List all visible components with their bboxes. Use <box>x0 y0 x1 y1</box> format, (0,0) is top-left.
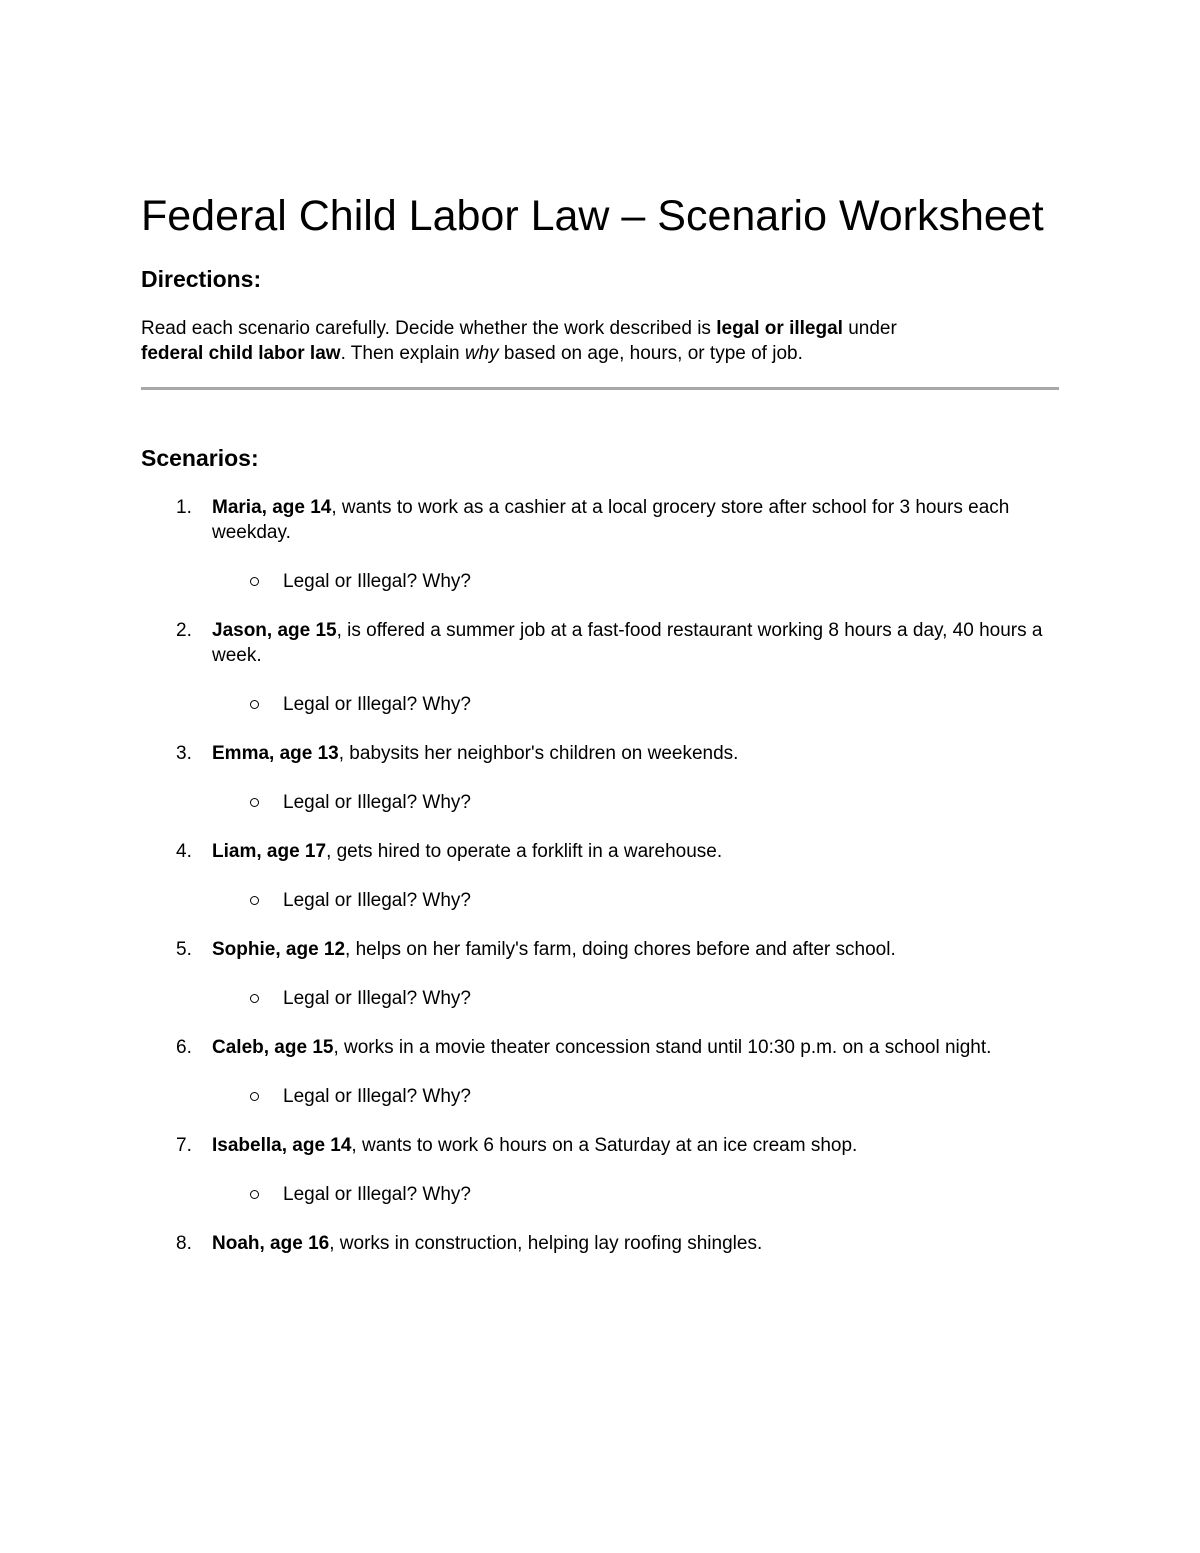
scenario-question <box>141 1084 1059 1109</box>
directions-text <box>141 316 1059 366</box>
scenario-list <box>141 495 1059 1256</box>
scenario-number: 7. <box>176 1135 192 1156</box>
question-text: Legal or Illegal? Why? <box>283 988 471 1009</box>
scenario-item <box>141 495 1059 594</box>
circle-bullet-icon <box>250 798 259 807</box>
question-text: Legal or Illegal? Why? <box>283 792 471 813</box>
scenario-name: Emma, age 13 <box>212 743 339 764</box>
scenario-question <box>141 790 1059 815</box>
scenario-item <box>141 618 1059 717</box>
worksheet-page <box>141 190 1059 1256</box>
scenario-text: , helps on her family's farm, doing chores before and after school. <box>345 939 896 960</box>
scenario-text: , gets hired to operate a forklift in a warehouse. <box>326 841 723 862</box>
scenario-question <box>141 888 1059 913</box>
scenario-name: Isabella, age 14 <box>212 1135 352 1156</box>
directions-heading: Directions: <box>141 266 262 292</box>
scenario-text: , babysits her neighbor's children on weekends. <box>338 743 739 764</box>
scenario-name: Jason, age 15 <box>212 620 337 641</box>
circle-bullet-icon <box>250 700 259 709</box>
scenario-text: , is offered a summer job at a fast-food restaurant working 8 hours a day, 40 hours a week. <box>212 620 1043 666</box>
scenario-item <box>141 839 1059 913</box>
directions-bold-legal: legal or illegal <box>716 318 843 339</box>
scenario-number: 6. <box>176 1037 192 1058</box>
scenario-name: Maria, age 14 <box>212 497 332 518</box>
question-text: Legal or Illegal? Why? <box>283 694 471 715</box>
scenario-number: 1. <box>176 497 192 518</box>
scenario-item <box>141 1035 1059 1109</box>
scenario-item <box>141 937 1059 1011</box>
scenario-number: 2. <box>176 620 192 641</box>
question-text: Legal or Illegal? Why? <box>283 890 471 911</box>
scenario-item <box>141 741 1059 815</box>
scenario-number: 8. <box>176 1233 192 1254</box>
scenario-question <box>141 692 1059 717</box>
scenario-question <box>141 986 1059 1011</box>
scenario-name: Liam, age 17 <box>212 841 327 862</box>
circle-bullet-icon <box>250 577 259 586</box>
scenario-text: , wants to work 6 hours on a Saturday at an ice cream shop. <box>351 1135 858 1156</box>
scenario-number: 4. <box>176 841 192 862</box>
question-text: Legal or Illegal? Why? <box>283 571 471 592</box>
scenario-number: 3. <box>176 743 192 764</box>
directions-part4: based on age, hours, or type of job. <box>498 343 803 364</box>
directions-part2: under <box>842 318 897 339</box>
directions-part3: . Then explain <box>340 343 465 364</box>
directions-bold-law: federal child labor law <box>141 343 341 364</box>
scenarios-heading: Scenarios: <box>141 445 259 471</box>
scenario-number: 5. <box>176 939 192 960</box>
circle-bullet-icon <box>250 1190 259 1199</box>
directions-italic-why: why <box>464 343 499 364</box>
circle-bullet-icon <box>250 896 259 905</box>
question-text: Legal or Illegal? Why? <box>283 1086 471 1107</box>
circle-bullet-icon <box>250 1092 259 1101</box>
scenario-text: , works in construction, helping lay roofing shingles. <box>329 1233 763 1254</box>
scenario-name: Noah, age 16 <box>212 1233 330 1254</box>
scenario-text: , wants to work as a cashier at a local grocery store after school for 3 hours each weekday. <box>212 497 1010 543</box>
directions-part1: Read each scenario carefully. Decide whether the work described is <box>141 318 717 339</box>
scenario-question <box>141 569 1059 594</box>
scenario-question <box>141 1182 1059 1207</box>
scenario-name: Sophie, age 12 <box>212 939 346 960</box>
question-text: Legal or Illegal? Why? <box>283 1184 471 1205</box>
scenario-item <box>141 1231 1059 1256</box>
scenario-item <box>141 1133 1059 1207</box>
circle-bullet-icon <box>250 994 259 1003</box>
page-title: Federal Child Labor Law – Scenario Worksheet <box>141 192 1044 240</box>
horizontal-divider <box>141 387 1059 390</box>
scenario-text: , works in a movie theater concession stand until 10:30 p.m. on a school night. <box>333 1037 992 1058</box>
scenario-name: Caleb, age 15 <box>212 1037 334 1058</box>
